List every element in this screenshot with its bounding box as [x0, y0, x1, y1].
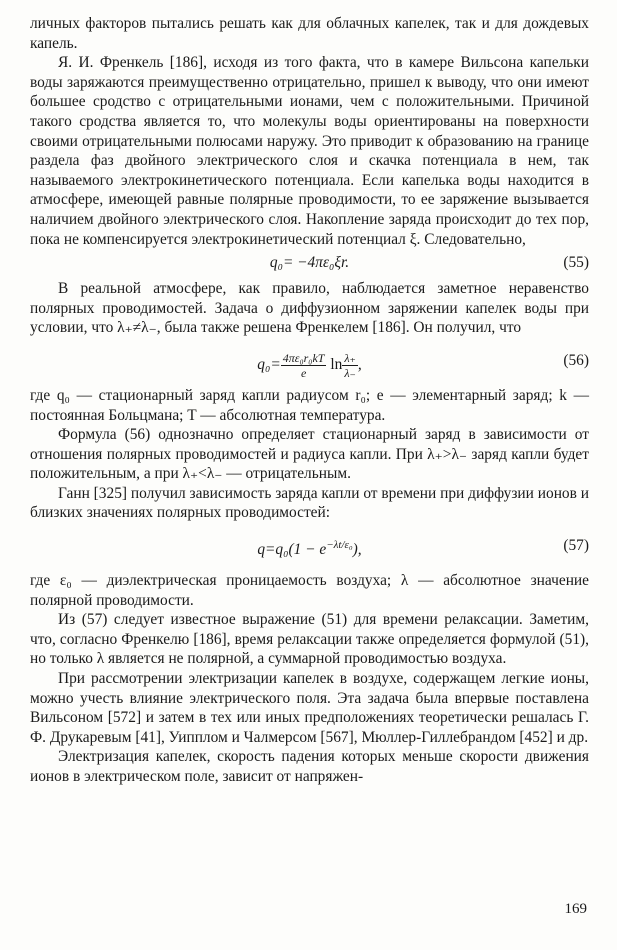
page-number: 169 — [564, 901, 587, 917]
formula-55-rhs: = −4πε₀ξr. — [282, 254, 350, 272]
paragraph-10: Электризация капелек, скорость падения которых меньше скорости движения ионов в электрическом поле, зависит от напряжен- — [30, 748, 589, 785]
formula-56-fraction-2-num: λ₊ — [344, 350, 356, 365]
formula-57-number: (57) — [563, 537, 589, 555]
formula-57-body: q₀(1 − e — [275, 541, 327, 559]
formula-56-fraction-2 — [342, 351, 358, 380]
formula-56-lhs: q₀ — [257, 355, 271, 373]
formula-56-fraction-1-num: 4πε₀r₀kT — [282, 350, 325, 365]
formula-56-number: (56) — [563, 351, 589, 369]
formula-55-expression — [30, 253, 589, 273]
formula-55 — [30, 249, 589, 279]
paragraph-6: Ганн [325] получил зависимость заряда капли от времени при диффузии ионов и близких значениях полярных проводимостей: — [30, 484, 589, 522]
paragraph-9: При рассмотрении электризации капелек в воздухе, содержащем легкие ионы, можно учесть влияние электрического поля. Эта задача была впервые поставлена Вильсоном [572] и затем в тех или иных предположениях теоретически решалась Г. Ф. Друкаревым [41], Уипплом и Чалмерсом [567], Мюллер-Гиллебрандом [452] и др. — [30, 670, 589, 746]
formula-56-fraction-2-den: λ₋ — [344, 365, 356, 380]
paragraph-8: Из (57) следует известное выражение (51) для времени релаксации. Заметим, что, согласно Френкелю [186], время релаксации также определяется формулой (51), но только λ является не полярной, а суммарной проводимостью воздуха. — [30, 611, 589, 668]
formula-57-expression — [30, 536, 589, 560]
formula-57-exponent: −λt/ε₀ — [326, 539, 353, 552]
formula-56-fraction-1-den: e — [300, 365, 307, 380]
formula-57-lhs: q — [257, 541, 266, 559]
formula-55-number: (55) — [563, 254, 589, 272]
paragraph-5: Формула (56) однозначно определяет стационарный заряд в зависимости от отношения полярных проводимостей и радиуса капли. При λ₊>λ₋ заряд капли будет положительным, а при λ₊<λ₋ — отрицательным. — [30, 426, 589, 483]
formula-56 — [30, 338, 589, 386]
formula-56-eq: = — [270, 355, 281, 373]
formula-56-expression — [30, 351, 589, 380]
formula-56-tail: , — [357, 355, 362, 373]
formula-57 — [30, 523, 589, 571]
paragraph-1: личных факторов пытались решать как для облачных капелек, так и для дождевых капель. — [30, 15, 589, 52]
paragraph-4: где q₀ — стационарный заряд капли радиусом r₀; e — элементарный заряд; k — постоянная Больцмана; T — абсолютная температура. — [30, 386, 589, 424]
formula-57-tail: ), — [352, 541, 362, 559]
paragraph-2: Я. И. Френкель [186], исходя из того факта, что в камере Вильсона капельки воды заряжаются преимущественно отрицательно, пришел к выводу, что они имеют большее сродство с отрицательными ионами, чем с положительными. Причиной такого сродства является то, что молекулы воды ориентированы на поверхности своими отрицательными полюсами наружу. Это приводит к образованию на границе раздела фаз двойного электрического слоя и скачка потенциала в нем, так называемого электрокинетического потенциала. Если капелька воды находится в атмосфере, имеющей равные полярные проводимости, то ее заряжение вызывается наличием двойного электрического слоя. Накопление заряда происходит до тех пор, пока не компенсируется электрокинетический потенциал ξ. Следовательно, — [30, 54, 589, 248]
paragraph-3: В реальной атмосфере, как правило, наблюдается заметное неравенство полярных проводимостей. Задача о диффузионном заряжении капелек воды при условии, что λ₊≠λ₋, была также решена Френкелем [186]. Он получил, что — [30, 280, 589, 337]
formula-57-eq: = — [265, 541, 276, 559]
formula-55-lhs: q₀ — [269, 254, 283, 272]
paragraph-7: где ε₀ — диэлектрическая проницаемость воздуха; λ — абсолютное значение полярной проводимости. — [30, 572, 589, 609]
formula-56-ln: ln — [330, 355, 343, 373]
formula-56-fraction-1 — [281, 351, 327, 380]
